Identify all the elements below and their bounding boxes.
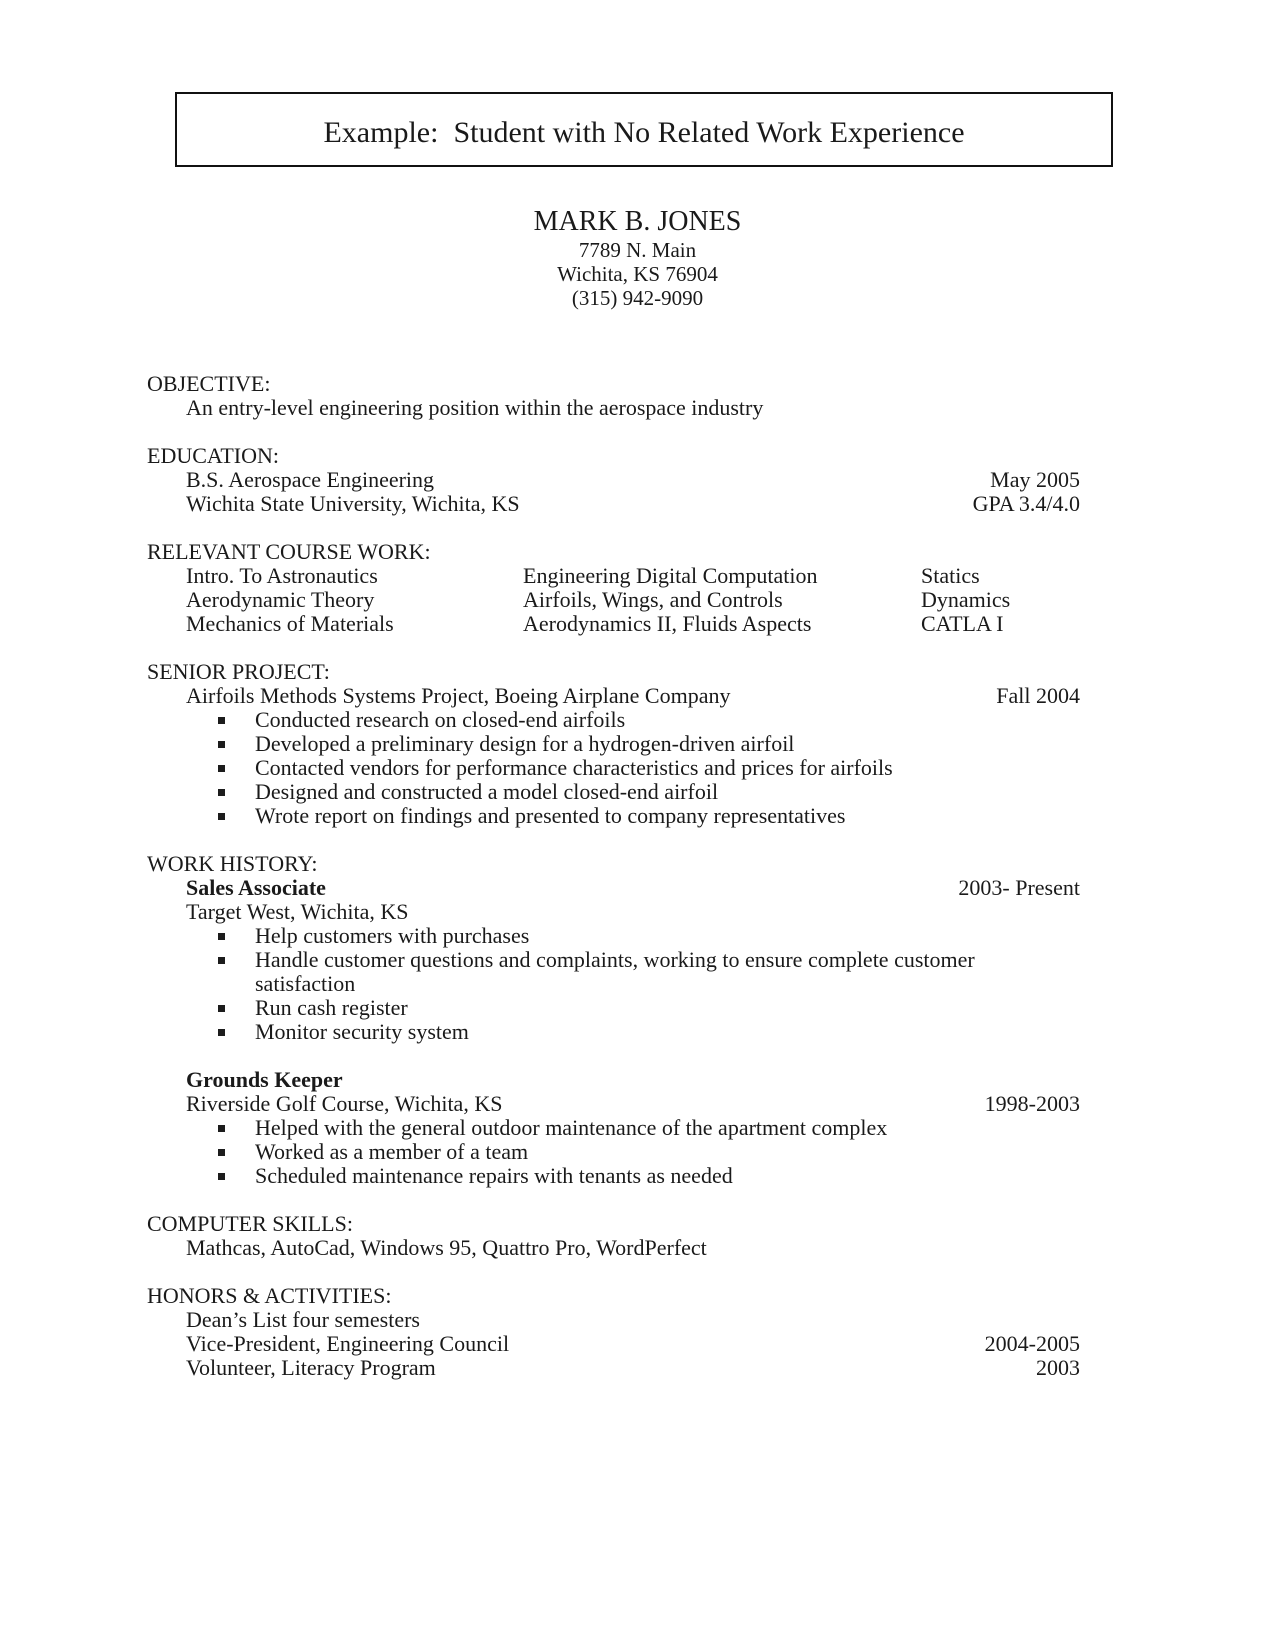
bullet-square-icon <box>218 717 225 724</box>
honor-text: Dean’s List four semesters <box>186 1307 420 1332</box>
section-education <box>147 444 1080 516</box>
course-cell: CATLA I <box>921 611 1004 636</box>
phone-number: (315) 942-9090 <box>571 286 704 310</box>
honor-date: 2003 <box>1036 1355 1080 1380</box>
honor-row <box>147 1356 1080 1380</box>
education-school-row <box>147 492 1080 516</box>
bullet-text: Worked as a member of a team <box>255 1139 529 1164</box>
course-cell: Aerodynamic Theory <box>186 587 375 612</box>
example-banner-box <box>175 92 1113 167</box>
job-employer: Riverside Golf Course, Wichita, KS <box>186 1091 503 1116</box>
banner-title: Example: Student with No Related Work Experience <box>323 115 965 149</box>
bullet-square-icon <box>218 789 225 796</box>
section-honors <box>147 1284 1080 1380</box>
honor-text: Volunteer, Literacy Program <box>186 1355 436 1380</box>
senior-project-title-row <box>147 684 1080 708</box>
bullet-text: Scheduled maintenance repairs with tenants as needed <box>255 1163 733 1188</box>
project-bullet <box>147 804 1080 828</box>
job-employer-row <box>147 1092 1080 1116</box>
bullet-square-icon <box>218 813 225 820</box>
bullet-text: Handle customer questions and complaints, working to ensure complete customer <box>255 947 975 972</box>
contact-header <box>0 206 1275 310</box>
job-employer: Target West, Wichita, KS <box>186 899 409 924</box>
bullet-square-icon <box>218 1029 225 1036</box>
job-dates: 1998-2003 <box>984 1091 1080 1116</box>
honors-heading: HONORS & ACTIVITIES: <box>147 1283 392 1308</box>
job-bullet-wrap-line: satisfaction <box>255 971 356 996</box>
job-bullet <box>147 924 1080 948</box>
education-degree-row <box>147 468 1080 492</box>
coursework-heading: RELEVANT COURSE WORK: <box>147 539 431 564</box>
work-history-heading: WORK HISTORY: <box>147 851 318 876</box>
course-row <box>186 612 1080 636</box>
bullet-text: Helped with the general outdoor maintenance of the apartment complex <box>255 1115 888 1140</box>
objective-text: An entry-level engineering position within the aerospace industry <box>186 395 764 420</box>
bullet-text: Designed and constructed a model closed-end airfoil <box>255 779 719 804</box>
senior-project-heading: SENIOR PROJECT: <box>147 659 330 684</box>
project-title: Airfoils Methods Systems Project, Boeing Airplane Company <box>186 683 731 708</box>
honor-row <box>147 1308 1080 1332</box>
bullet-text: Contacted vendors for performance characteristics and prices for airfoils <box>255 755 893 780</box>
course-cell: Engineering Digital Computation <box>523 563 818 588</box>
project-bullet <box>147 708 1080 732</box>
degree: B.S. Aerospace Engineering <box>186 467 435 492</box>
job-bullet <box>147 1140 1080 1164</box>
course-cell: Airfoils, Wings, and Controls <box>523 587 783 612</box>
objective-heading: OBJECTIVE: <box>147 371 271 396</box>
bullet-text: Conducted research on closed-end airfoils <box>255 707 626 732</box>
computer-skills-heading: COMPUTER SKILLS: <box>147 1211 353 1236</box>
resume-body <box>147 372 1080 1380</box>
job-sales-associate <box>147 876 1080 1044</box>
bullet-square-icon <box>218 1173 225 1180</box>
honor-row <box>147 1332 1080 1356</box>
degree-date: May 2005 <box>990 467 1080 492</box>
course-cell: Dynamics <box>921 587 1011 612</box>
bullet-text: Monitor security system <box>255 1019 469 1044</box>
honor-date: 2004-2005 <box>984 1331 1080 1356</box>
bullet-text: Wrote report on findings and presented to company representatives <box>255 803 846 828</box>
section-computer-skills <box>147 1212 1080 1260</box>
bullet-text: Developed a preliminary design for a hydrogen-driven airfoil <box>255 731 795 756</box>
bullet-square-icon <box>218 933 225 940</box>
job-bullet <box>147 996 1080 1020</box>
candidate-name: MARK B. JONES <box>533 206 742 237</box>
school: Wichita State University, Wichita, KS <box>186 491 520 516</box>
project-bullet <box>147 732 1080 756</box>
job-title: Sales Associate <box>186 875 326 900</box>
project-date: Fall 2004 <box>996 683 1080 708</box>
section-work-history <box>147 852 1080 1188</box>
education-heading: EDUCATION: <box>147 443 279 468</box>
street-address: 7789 N. Main <box>578 238 697 262</box>
section-senior-project <box>147 660 1080 828</box>
job-bullet <box>147 1116 1080 1140</box>
course-cell: Statics <box>921 563 980 588</box>
computer-skills-text: Mathcas, AutoCad, Windows 95, Quattro Pro, WordPerfect <box>186 1235 707 1260</box>
job-bullet <box>147 1164 1080 1188</box>
gpa: GPA 3.4/4.0 <box>972 491 1080 516</box>
job-dates: 2003- Present <box>958 875 1080 900</box>
job-title: Grounds Keeper <box>186 1067 343 1092</box>
bullet-square-icon <box>218 1005 225 1012</box>
honor-text: Vice-President, Engineering Council <box>186 1331 510 1356</box>
job-grounds-keeper <box>147 1068 1080 1188</box>
job-bullet <box>147 948 1080 972</box>
bullet-text: Run cash register <box>255 995 408 1020</box>
bullet-text: Help customers with purchases <box>255 923 530 948</box>
bullet-square-icon <box>218 1149 225 1156</box>
section-objective <box>147 372 1080 420</box>
course-row <box>186 588 1080 612</box>
job-bullet <box>147 1020 1080 1044</box>
project-bullet <box>147 756 1080 780</box>
course-cell: Intro. To Astronautics <box>186 563 378 588</box>
section-coursework <box>147 540 1080 636</box>
coursework-grid <box>147 564 1080 636</box>
city-state-zip: Wichita, KS 76904 <box>557 262 718 286</box>
course-cell: Aerodynamics II, Fluids Aspects <box>523 611 812 636</box>
bullet-square-icon <box>218 1125 225 1132</box>
bullet-square-icon <box>218 741 225 748</box>
job-title-row <box>147 876 1080 900</box>
course-cell: Mechanics of Materials <box>186 611 394 636</box>
course-row <box>186 564 1080 588</box>
bullet-square-icon <box>218 957 225 964</box>
project-bullet <box>147 780 1080 804</box>
bullet-square-icon <box>218 765 225 772</box>
